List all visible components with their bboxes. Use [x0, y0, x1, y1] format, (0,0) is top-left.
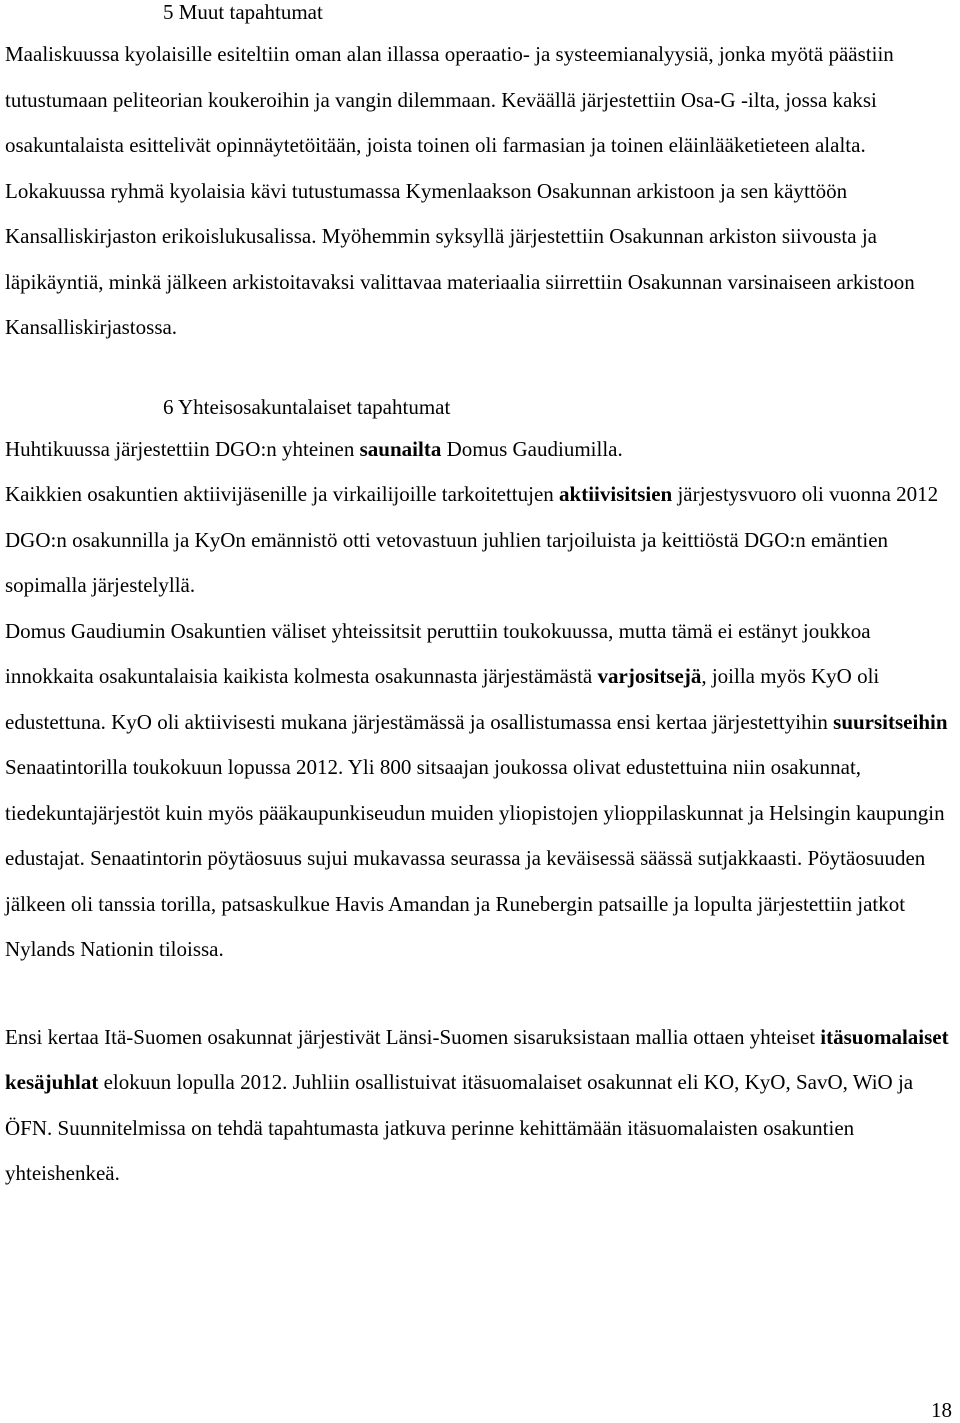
text-run: elokuun lopulla 2012. Juhliin osallistuivat itäsuomalaiset osakunnat eli KO, KyO, SavO, WiO ja ÖFN. Suunnitelmissa on tehdä tapahtumasta jatkuva perinne kehittämään itäsuomalaisten osakuntien yhteishenkeä.: [5, 1070, 914, 1185]
page-number: 18: [931, 1398, 952, 1422]
document-page: [5, 0, 955, 1197]
bold-term-itasuomalaiset-kesajuhlat: itäsuomalaiset kesäjuhlat: [5, 1024, 949, 1094]
section-6-paragraph-saunailta: [5, 427, 955, 473]
text-run: Senaatintorilla toukokuun lopussa 2012. Yli 800 sitsaajan joukossa olivat edustettuina niin osakunnat, tiedekuntajärjestöt kuin myös pääkaupunkiseudun muiden yliopistojen ylioppilaskunnat ja Helsingin kaupungin edustajat. Senaatintorin pöytäosuus sujui mukavassa seurassa ja keväisessä säässä sutjakkaasti. Pöytäosuuden jälkeen oli tanssia torilla, patsaskulkue Havis Amandan ja Runebergin patsaille ja lopulta järjestettiin jatkot Nylands Nationin tiloissa.: [5, 755, 945, 961]
section-6-paragraph-sitsit: [5, 609, 955, 973]
text-run: , joilla myös KyO oli edustettuna. KyO oli aktiivisesti mukana järjestämässä ja osallistumassa ensi kertaa järjestettyihin: [5, 664, 880, 734]
bold-term-aktiivisitsien: aktiivisitsien: [559, 482, 673, 506]
bold-term-saunailta: saunailta: [359, 436, 442, 461]
text-run: Domus Gaudiumin Osakuntien väliset yhteissitsit peruttiin toukokuussa, mutta tämä ei estänyt joukkoa innokkaita osakuntalaisia kaikista kolmesta osakunnasta järjestämästä: [5, 618, 871, 688]
text-run: järjestysvuoro oli vuonna 2012 DGO:n osakunnilla ja KyOn emännistö otti vetovastuun juhlien tarjoiluista ja keittiöstä DGO:n emäntien sopimalla järjestelyllä.: [5, 482, 939, 597]
section-5-heading: 5 Muut tapahtumat: [163, 0, 323, 24]
paragraph-gap: [5, 973, 955, 1015]
bold-term-suursitseihin: suursitseihin: [833, 709, 948, 734]
text-run: Huhtikuussa järjestettiin DGO:n yhteinen: [5, 436, 360, 461]
section-6-paragraph-kesajuhlat: [5, 1015, 955, 1197]
section-6-heading: 6 Yhteisosakuntalaiset tapahtumat: [163, 394, 451, 419]
text-run: Domus Gaudiumilla.: [441, 436, 623, 461]
text-run: Ensi kertaa Itä-Suomen osakunnat järjestivät Länsi-Suomen sisaruksistaan mallia ottaen yhteiset: [5, 1024, 821, 1049]
section-5-paragraph: Maaliskuussa kyolaisille esiteltiin oman alan illassa operaatio- ja systeemianalyysiä, jonka myötä päästiin tutustumaan peliteorian koukeroihin ja vangin dilemmaan. Keväällä järjestettiin Osa-G -ilta, jossa kaksi osakuntalaista esittelivät opinnäytetöitään, joista toinen oli farmasian ja toinen eläinlääketieteen alalta. Lokakuussa ryhmä kyolaisia kävi tutustumassa Kymenlaakson Osakunnan arkistoon ja sen käyttöön Kansalliskirjaston erikoislukusalissa. Myöhemmin syksyllä järjestettiin Osakunnan arkiston siivousta ja läpikäyntiä, minkä jälkeen arkistoitavaksi valittavaa materiaalia siirrettiin Osakunnan varsinaiseen arkistoon Kansalliskirjastossa.: [5, 42, 915, 339]
bold-term-varjositseja: varjositsejä: [597, 664, 702, 688]
section-6-paragraph-aktiivisitsit: [5, 472, 955, 609]
section-gap: [5, 351, 955, 395]
text-run: Kaikkien osakuntien aktiivijäsenille ja virkailijoille tarkoitettujen: [5, 482, 560, 506]
